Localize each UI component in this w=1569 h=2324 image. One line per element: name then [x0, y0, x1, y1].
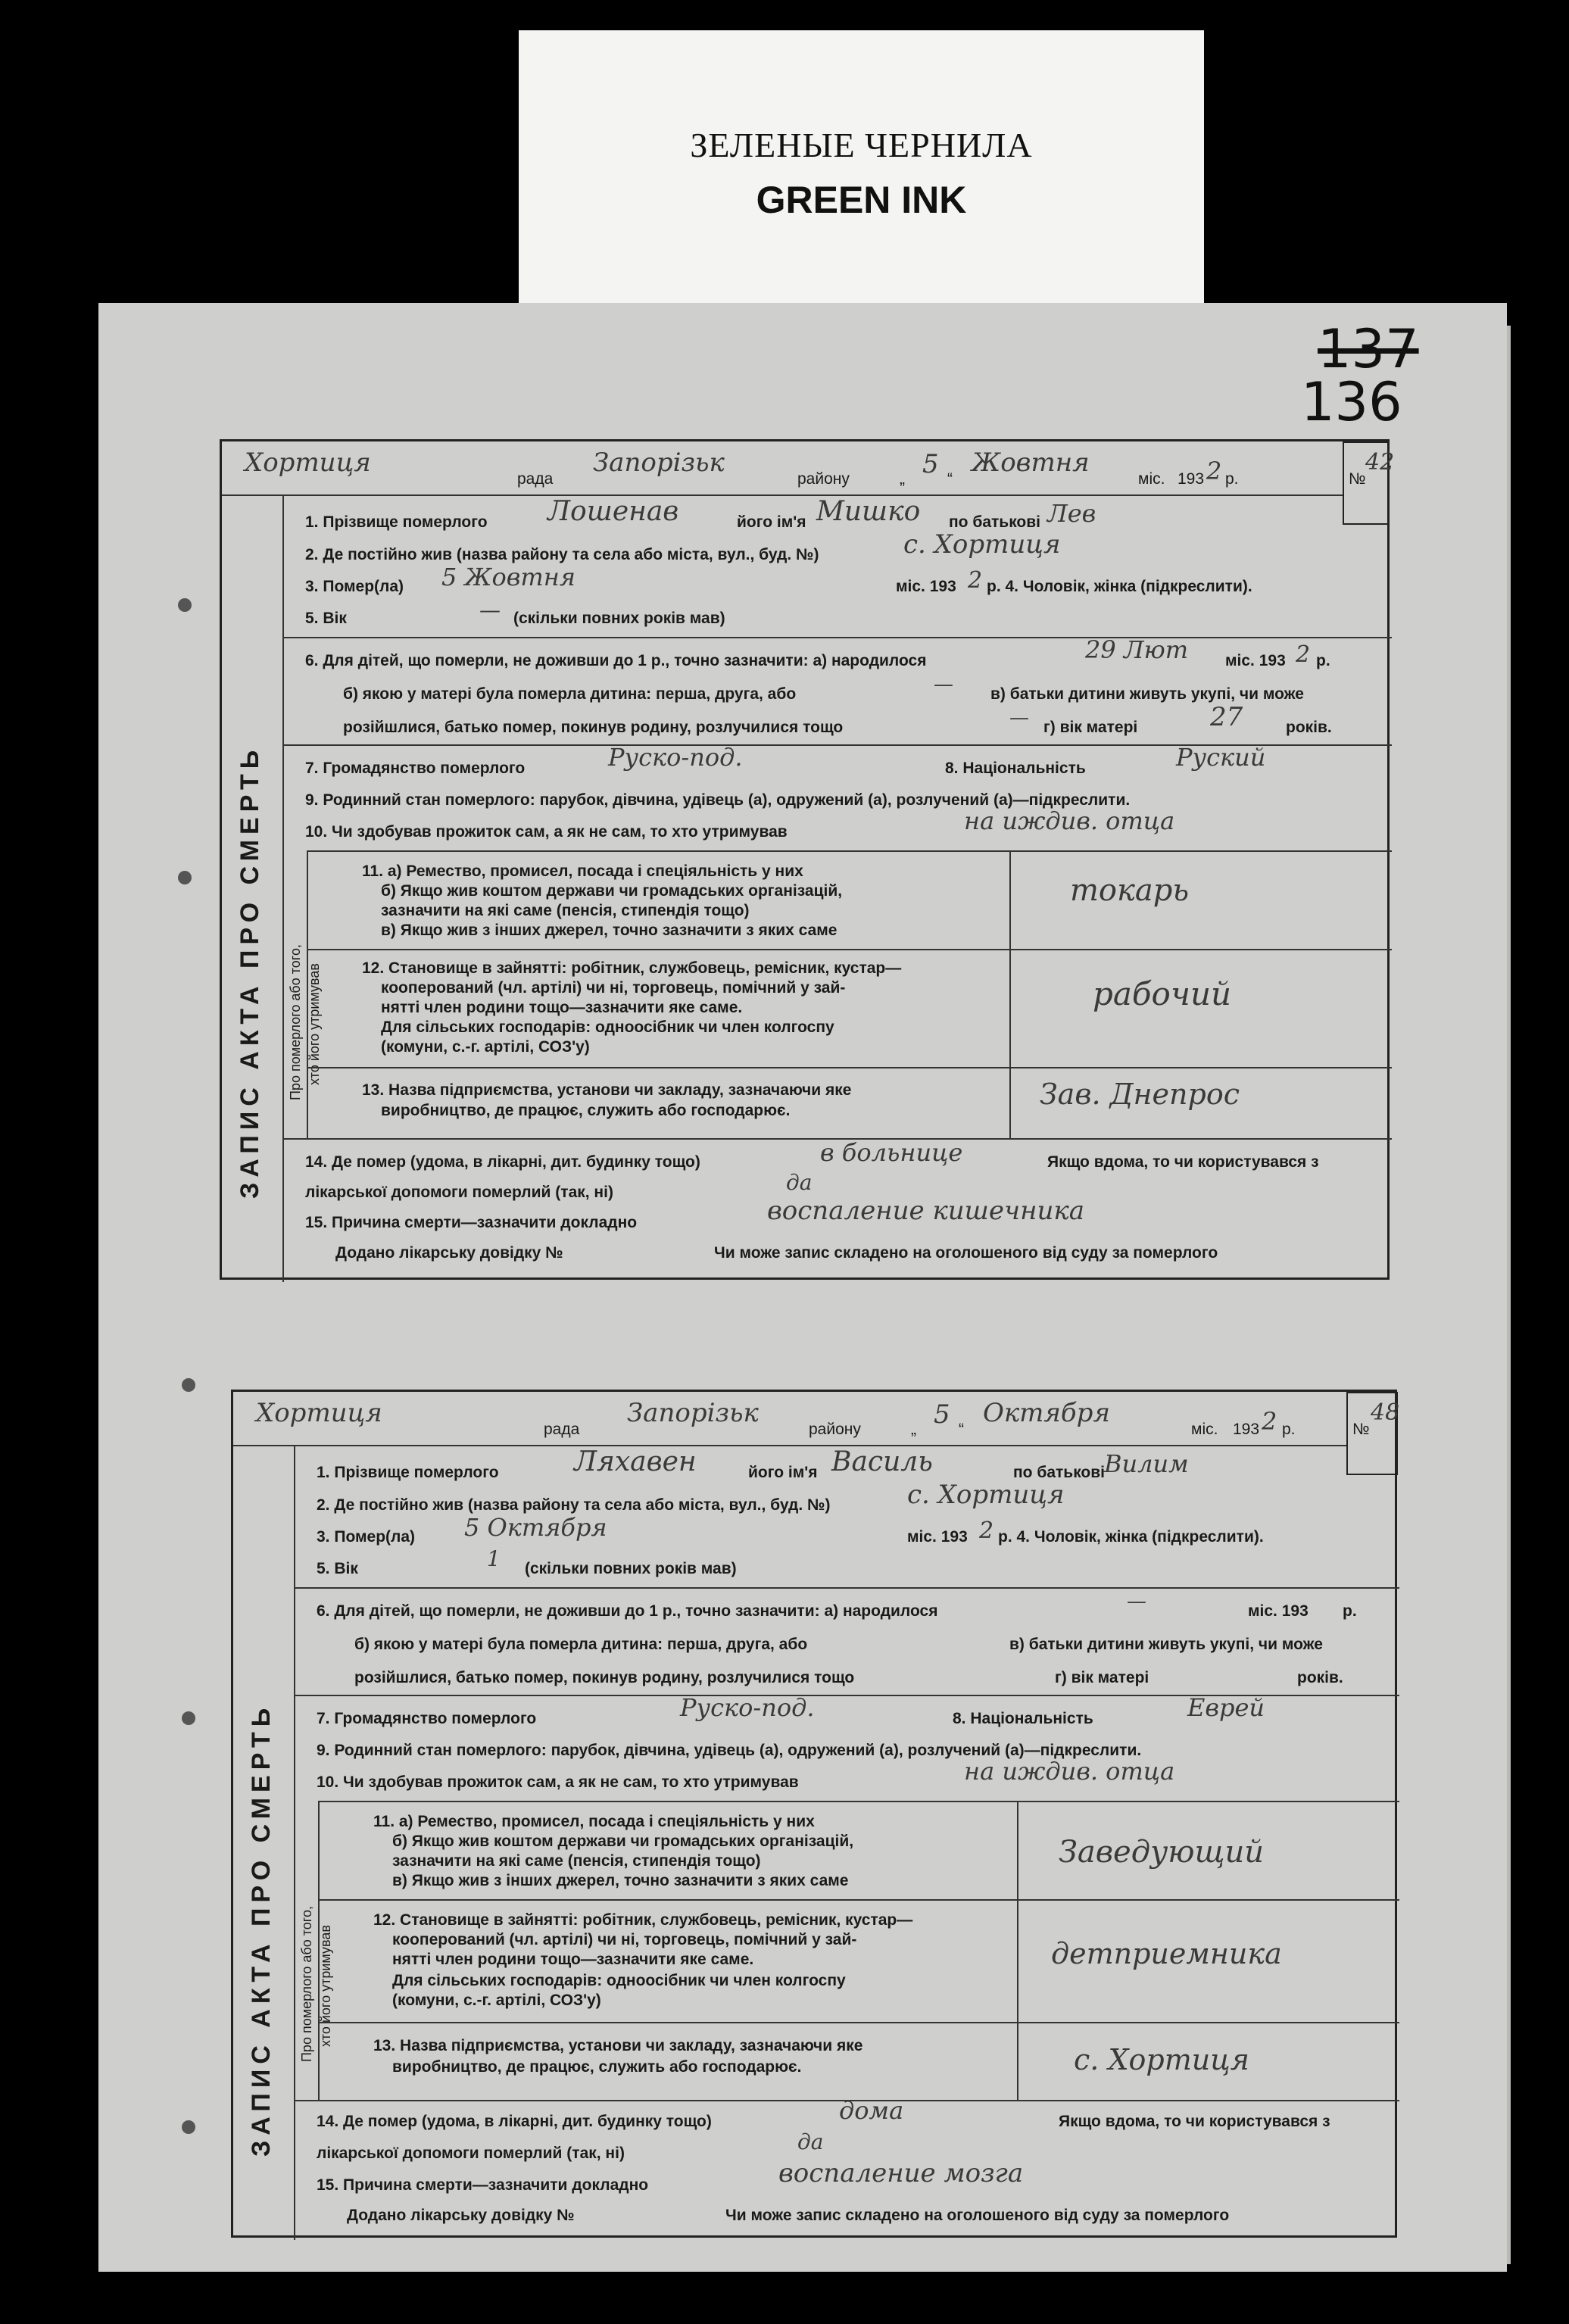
q1-name-label: його ім'я [748, 1464, 818, 1481]
mother-age: 27 [1210, 702, 1243, 732]
q7-label: 7. Громадянство померлого [305, 760, 526, 777]
quote-open: „ [900, 470, 905, 488]
q2-label: 2. Де постійно жив (назва району та села або міста, вул., буд. №) [317, 1496, 831, 1514]
residence: с. Хортиця [903, 529, 1061, 560]
punch-hole [178, 871, 192, 884]
deceased-name: Мишко [816, 496, 921, 527]
record-day: 5 [934, 1399, 950, 1430]
q6-years-label: років. [1297, 1669, 1343, 1686]
q1-patronymic-label: по батькові [949, 513, 1040, 531]
child-born: 29 Лют [1085, 635, 1189, 664]
q12-line4: Для сільських господарів: одноосібник чи член колгоспу [381, 1019, 834, 1036]
q11-line2: б) Якщо жив коштом держави чи громадських організацій, [392, 1833, 854, 1850]
punch-hole [182, 1378, 195, 1392]
supported-by: на иждив. отца [964, 806, 1175, 835]
q12-line1: 12. Становище в зайнятті: робітник, службовець, ремісник, кустар— [362, 959, 902, 977]
death-record-1 [220, 439, 1395, 1280]
q14-line2: лікарської допомоги померлий (так, ні) [317, 2145, 625, 2162]
green-ink-label [519, 30, 1204, 303]
district-name: Запорізьк [593, 448, 725, 478]
year-digit: 2 [1206, 457, 1222, 485]
medical-help: да [797, 2129, 824, 2154]
employment-status: рабочий [1093, 975, 1232, 1012]
label-line-russian: ЗЕЛЕНЫЕ ЧЕРНИЛА [690, 126, 1033, 164]
q12-line3: нятті член родини тощо—зазначити яке саме. [392, 1951, 754, 1968]
q6-line3: розійшлися, батько помер, покинув родину, розлучилися тощо [354, 1669, 855, 1686]
q14-label: 14. Де помер (удома, в лікарні, дит. будинку тощо) [305, 1153, 700, 1171]
cause-of-death: воспаление кишечника [767, 1196, 1085, 1226]
rada-label: рада [544, 1421, 580, 1438]
death-record-2 [231, 1390, 1400, 2238]
residence: с. Хортиця [907, 1480, 1065, 1510]
q3-label: 3. Помер(ла) [317, 1528, 416, 1546]
cause-of-death: воспаление мозга [778, 2158, 1024, 2188]
parents-status: — [1009, 707, 1029, 729]
q5-label: 5. Вік [305, 610, 347, 627]
q11-line4: в) Якщо жив з інших джерел, точно зазначити з яких саме [392, 1872, 849, 1889]
q11-line3: зазначити на які саме (пенсія, стипендія тощо) [381, 902, 750, 919]
punch-hole [182, 2120, 195, 2134]
q1-label: 1. Прізвище померлого [305, 513, 488, 531]
q16-label: Додано лікарську довідку № [347, 2207, 575, 2224]
citizenship: Руско-под. [680, 1693, 815, 1722]
which-child: — [934, 673, 953, 696]
q1-patronymic-label: по батькові [1013, 1464, 1105, 1481]
q12-line1: 12. Становище в зайнятті: робітник, службовець, ремісник, кустар— [373, 1911, 913, 1929]
q6-years-label: років. [1286, 719, 1332, 736]
year-digit: 2 [1262, 1407, 1277, 1436]
q6-line2-right: в) батьки дитини живуть укупі, чи може [990, 685, 1304, 703]
q6-mother-age-label: г) вік матері [1055, 1669, 1149, 1686]
q11-line4: в) Якщо жив з інших джерел, точно зазначити з яких саме [381, 922, 838, 939]
q14-right-label: Якщо вдома, то чи користувався з [1059, 2113, 1330, 2130]
q6-line1: 6. Для дітей, що померли, не доживши до 1 р., точно зазначити: а) народилося [317, 1602, 938, 1620]
record-day: 5 [922, 449, 939, 479]
q14-label: 14. Де помер (удома, в лікарні, дит. будинку тощо) [317, 2113, 712, 2130]
q5-sub-label: (скільки повних років мав) [525, 1560, 737, 1577]
year-label: р. [1225, 470, 1239, 488]
workplace: с. Хортиця [1074, 2043, 1249, 2076]
year-prefix: 193 [1178, 470, 1205, 488]
age: — [479, 597, 501, 622]
citizenship: Руско-под. [608, 743, 743, 772]
age: 1 [487, 1546, 501, 1571]
punch-hole [178, 598, 192, 612]
q13-line2: виробництво, де працює, служить або господарює. [381, 1102, 791, 1119]
vertical-subtitle-2: хто його утримував [318, 1925, 333, 2047]
record-number: 42 [1365, 449, 1395, 476]
q12-line2: кооперований (чл. артілі) чи ні, торговець, помічний у зай- [392, 1931, 857, 1948]
quote-open: „ [911, 1421, 916, 1438]
q3-label: 3. Помер(ла) [305, 578, 404, 595]
quote-close: “ [947, 470, 953, 488]
vertical-title: ЗАПИС АКТА ПРО СМЕРТЬ [236, 744, 264, 1199]
supported-by: на иждив. отца [964, 1757, 1175, 1786]
q14-line2: лікарської допомоги померлий (так, ні) [305, 1184, 613, 1201]
death-year-digit: 2 [968, 567, 983, 594]
medical-help: да [786, 1170, 813, 1195]
q8-label: 8. Національність [953, 1710, 1093, 1727]
q8-label: 8. Національність [945, 760, 1086, 777]
archive-page-number-crossed: 137 [1318, 318, 1419, 380]
vertical-subtitle-1: Про померлого або того, [299, 1906, 314, 2062]
archive-page-number: 136 [1301, 371, 1402, 433]
q15-label: 15. Причина смерти—зазначити докладно [305, 1214, 638, 1231]
q6-month-label: міс. 193 [1248, 1602, 1309, 1620]
q13-line1: 13. Назва підприємства, установи чи закладу, зазначаючи яке [373, 2037, 863, 2054]
q12-line5: (комуни, с.-г. артілі, СОЗ'у) [392, 1992, 601, 2009]
q3-month-label: міс. 193 [896, 578, 956, 595]
q6-line2: б) якою у матері була померла дитина: перша, друга, або [343, 685, 797, 703]
deceased-patronymic: Лев [1047, 499, 1096, 528]
q6-mother-age-label: г) вік матері [1043, 719, 1138, 736]
q11-line2: б) Якщо жив коштом держави чи громадських організацій, [381, 882, 843, 900]
occupation: токарь [1070, 873, 1190, 908]
q7-label: 7. Громадянство померлого [317, 1710, 537, 1727]
q3-month-label: міс. 193 [907, 1528, 968, 1546]
q10-label: 10. Чи здобував прожиток сам, а як не сам, то хто утримував [317, 1773, 799, 1791]
village-council: Хортиця [245, 448, 371, 478]
nationality: Еврей [1187, 1693, 1265, 1722]
q16-right-label: Чи може запис складено на оголошеного від суду за померлого [714, 1244, 1218, 1262]
q6-year-label: р. [1343, 1602, 1357, 1620]
q12-line5: (комуни, с.-г. артілі, СОЗ'у) [381, 1038, 590, 1056]
q11-line1: 11. а) Ремество, промисел, посада і спеціяльність у них [373, 1813, 815, 1830]
raion-label: району [797, 470, 850, 488]
month-label: міс. [1191, 1421, 1218, 1438]
punch-hole [182, 1711, 195, 1725]
q11-line3: зазначити на які саме (пенсія, стипендія тощо) [392, 1852, 761, 1870]
district-name: Запорізьк [627, 1398, 759, 1428]
q1-label: 1. Прізвище померлого [317, 1464, 499, 1481]
place-of-death: дома [839, 2096, 904, 2125]
record-month: Октября [983, 1398, 1110, 1428]
workplace: Зав. Днепрос [1040, 1078, 1240, 1111]
number-sign: № [1349, 470, 1366, 488]
q12-line2: кооперований (чл. артілі) чи ні, торговець, помічний у зай- [381, 979, 846, 997]
place-of-death: в больнице [820, 1138, 963, 1167]
q6-line2-right: в) батьки дитини живуть укупі, чи може [1009, 1636, 1323, 1653]
record-month: Жовтня [972, 448, 1090, 478]
raion-label: району [809, 1421, 861, 1438]
q5-label: 5. Вік [317, 1560, 358, 1577]
occupation: Заведующий [1059, 1835, 1265, 1870]
number-sign: № [1352, 1421, 1370, 1438]
month-label: міс. [1138, 470, 1165, 488]
q13-line1: 13. Назва підприємства, установи чи закладу, зазначаючи яке [362, 1081, 852, 1099]
q5-sub-label: (скільки повних років мав) [513, 610, 725, 627]
born-year-digit: 2 [1296, 641, 1311, 668]
q6-year-label: р. [1316, 652, 1330, 669]
q2-label: 2. Де постійно жив (назва району та села або міста, вул., буд. №) [305, 546, 819, 563]
q15-label: 15. Причина смерти—зазначити докладно [317, 2176, 649, 2194]
child-born: — [1127, 1590, 1146, 1613]
death-year-digit: 2 [979, 1518, 994, 1544]
death-date: 5 Жовтня [441, 563, 576, 591]
q3-sex-label: р. 4. Чоловік, жінка (підкреслити). [998, 1528, 1264, 1546]
q6-line1: 6. Для дітей, що померли, не доживши до 1 р., точно зазначити: а) народилося [305, 652, 927, 669]
q12-line4: Для сільських господарів: одноосібник чи член колгоспу [392, 1972, 846, 1989]
q1-name-label: його ім'я [737, 513, 806, 531]
q11-line1: 11. а) Ремество, промисел, посада і спеціяльність у них [362, 863, 803, 880]
year-label: р. [1282, 1421, 1296, 1438]
label-line-english: GREEN INK [756, 179, 967, 221]
deceased-name: Василь [831, 1446, 933, 1477]
q6-line2: б) якою у матері була померла дитина: перша, друга, або [354, 1636, 808, 1653]
year-prefix: 193 [1233, 1421, 1260, 1438]
vertical-subtitle-2: хто його утримував [307, 963, 322, 1085]
quote-close: “ [959, 1421, 964, 1438]
employment-status: детприемника [1051, 1937, 1282, 1970]
deceased-surname: Ляхавен [574, 1446, 697, 1477]
q10-label: 10. Чи здобував прожиток сам, а як не сам, то хто утримував [305, 823, 788, 841]
q9-label: 9. Родинний стан померлого: парубок, дівчина, удівець (а), одружений (а), розлучений (а)—підкреслити. [317, 1742, 1142, 1759]
vertical-title: ЗАПИС АКТА ПРО СМЕРТЬ [247, 1702, 276, 2157]
village-council: Хортиця [256, 1398, 382, 1428]
q6-line3: розійшлися, батько помер, покинув родину, розлучилися тощо [343, 719, 844, 736]
q16-right-label: Чи може запис складено на оголошеного від суду за померлого [725, 2207, 1230, 2224]
q3-sex-label: р. 4. Чоловік, жінка (підкреслити). [987, 578, 1252, 595]
vertical-subtitle-1: Про померлого або того, [288, 944, 303, 1100]
q6-month-label: міс. 193 [1225, 652, 1286, 669]
rada-label: рада [517, 470, 554, 488]
death-date: 5 Октября [464, 1513, 607, 1542]
q13-line2: виробництво, де працює, служить або господарює. [392, 2058, 802, 2076]
q14-right-label: Якщо вдома, то чи користувався з [1047, 1153, 1319, 1171]
record-number: 48 [1371, 1399, 1400, 1426]
nationality: Руский [1176, 743, 1266, 772]
q16-label: Додано лікарську довідку № [335, 1244, 563, 1262]
deceased-surname: Лошенав [547, 496, 679, 527]
q9-label: 9. Родинний стан померлого: парубок, дівчина, удівець (а), одружений (а), розлучений (а)—підкреслити. [305, 791, 1131, 809]
q12-line3: нятті член родини тощо—зазначити яке саме. [381, 999, 743, 1016]
deceased-patronymic: Вилим [1104, 1449, 1189, 1478]
